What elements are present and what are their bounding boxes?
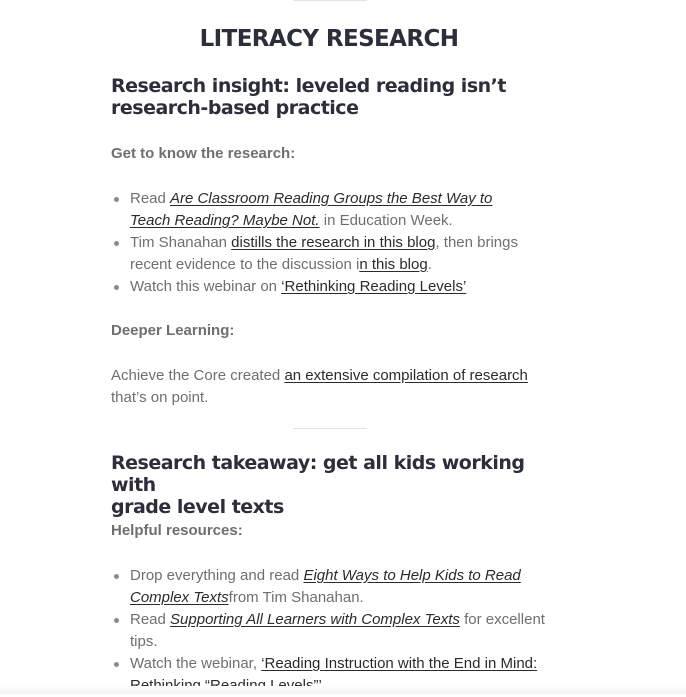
section1-list-block	[111, 188, 531, 298]
section2-subhead-block	[111, 520, 551, 542]
bullet-text: Watch the webinar,	[130, 655, 262, 672]
list-item	[111, 565, 530, 609]
bullet-text: for excellent tips.	[130, 611, 545, 650]
achieve-core-paragraph	[111, 365, 531, 409]
section2-bullet-list	[111, 565, 551, 697]
bullet-text: , then brings recent evidence to the discussion i	[130, 234, 518, 273]
list-item	[111, 276, 531, 298]
education-week-article-link[interactable]: Are Classroom Reading Groups the Best Way to Teach Reading? Maybe Not.	[130, 190, 493, 229]
eight-ways-article-link[interactable]: Eight Ways to Help Kids to Read Complex Texts	[130, 567, 521, 606]
bullet-text: Read	[130, 611, 171, 628]
shanahan-blog-link-2[interactable]: n this blog	[359, 256, 428, 273]
top-divider	[293, 0, 367, 1]
page-title: LITERACY RESEARCH	[199, 26, 459, 52]
section2-heading	[111, 452, 551, 518]
bullet-text: Tim Shanahan	[130, 234, 232, 251]
deeper-learning-block	[111, 320, 551, 342]
list-item	[111, 609, 551, 653]
supporting-all-learners-link[interactable]: Supporting All Learners with Complex Texts	[170, 611, 460, 628]
shanahan-blog-link-1[interactable]: distills the research in this blog	[231, 234, 436, 251]
section1-heading-block	[111, 75, 551, 119]
reading-instruction-webinar-link[interactable]: ‘Reading Instruction with the End in Mind:	[261, 655, 538, 672]
bullet-text: Drop everything and read	[130, 567, 304, 584]
section1-subhead-block	[111, 143, 551, 165]
list-item	[111, 188, 531, 232]
bullet-text: Watch this webinar on	[130, 278, 282, 295]
paragraph-text: that’s on point.	[111, 389, 209, 406]
section2-heading-line1: Research takeaway: get all kids working with	[111, 452, 525, 496]
section2-heading-line2: grade level texts	[111, 496, 284, 518]
deeper-learning-subhead: Deeper Learning:	[111, 322, 235, 339]
section2-subhead: Helpful resources:	[111, 522, 243, 539]
section1-bullet-list	[111, 188, 531, 298]
section-divider	[293, 428, 367, 429]
section2-heading-block	[111, 452, 551, 518]
rethinking-reading-levels-webinar-link[interactable]: ‘Rethinking Reading Levels’	[281, 278, 467, 295]
bullet-text: in Education Week.	[319, 212, 453, 229]
section1-subhead: Get to know the research:	[111, 145, 296, 162]
list-item	[111, 232, 531, 276]
section1-heading	[111, 75, 551, 119]
section1-heading-line1: Research insight: leveled reading isn’t	[111, 75, 506, 97]
bullet-text: from Tim Shanahan.	[228, 589, 364, 606]
paragraph-text: Achieve the Core created	[111, 367, 285, 384]
bottom-edge	[0, 686, 686, 694]
bullet-text: .	[427, 256, 432, 273]
achieve-core-paragraph-block	[111, 365, 531, 409]
section2-list-block	[111, 565, 551, 697]
bullet-text: Read	[130, 190, 171, 207]
section1-heading-line2: research-based practice	[111, 97, 359, 119]
research-compilation-link[interactable]: an extensive compilation of research	[284, 367, 528, 384]
